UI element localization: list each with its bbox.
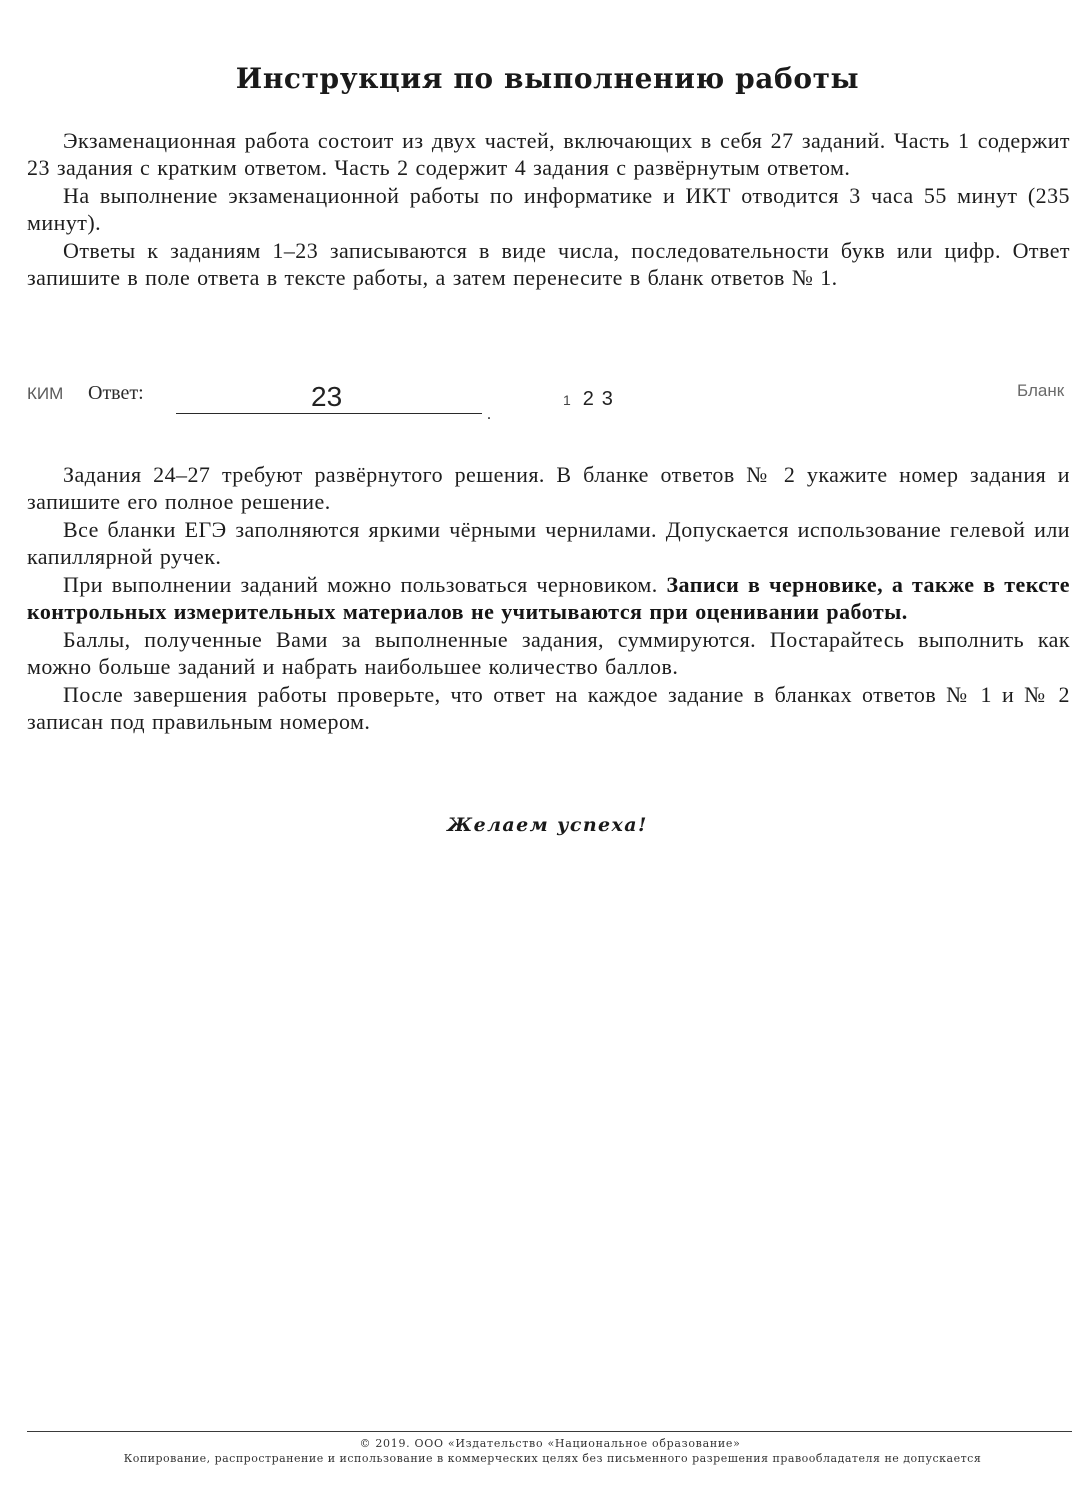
answer-dot: .	[487, 406, 491, 423]
footer-notice: Копирование, распространение и использование в коммерческих целях без письменного разрешения правообладателя не допускается	[123, 1452, 982, 1465]
intro-paragraph-structure: Экзаменационная работа состоит из двух частей, включающих в себя 27 заданий. Часть 1 содержит 23 задания с кратким ответом. Часть 2 содержит 4 задания с развёрнутым ответом.	[27, 128, 1070, 180]
kim-label: КИМ	[27, 384, 64, 403]
answer-label: Ответ:	[88, 382, 144, 404]
footer-divider	[27, 1431, 1072, 1432]
intro-section	[27, 128, 1070, 293]
draft-warning: Записи в черновике, а также в тексте контрольных измерительных материалов не учитываются при оценивании работы.	[27, 572, 1070, 624]
intro-paragraph-time: На выполнение экзаменационной работы по информатике и ИКТ отводится 3 часа 55 минут (235 минут).	[27, 183, 1070, 235]
details-paragraph-scoring: Баллы, полученные Вами за выполненные задания, суммируются. Постарайтесь выполнить как можно больше заданий и набрать наибольшее количество баллов.	[27, 627, 1070, 679]
details-section	[27, 462, 1070, 737]
page-title: Инструкция по выполнению работы	[235, 62, 860, 95]
details-paragraph-draft	[27, 572, 1070, 625]
draft-text: При выполнении заданий можно пользоваться черновиком.	[63, 572, 667, 597]
cell-char: 3	[601, 388, 613, 410]
cell-char: 2	[582, 388, 594, 410]
answer-sample	[0, 370, 1087, 430]
good-luck-text: Желаем успеха!	[447, 814, 648, 836]
blank-label: Бланк	[1017, 381, 1065, 400]
details-paragraph-part2: Задания 24–27 требуют развёрнутого решения. В бланке ответов № 2 укажите номер задания и запишите его полное решение.	[27, 462, 1070, 514]
answer-line	[176, 413, 482, 414]
cell-index: 1	[563, 392, 571, 408]
footer-copyright: © 2019. ООО «Издательство «Национальное образование»	[359, 1437, 741, 1450]
details-paragraph-ink: Все бланки ЕГЭ заполняются яркими чёрными чернилами. Допускается использование гелевой или капиллярной ручек.	[27, 517, 1070, 569]
details-paragraph-check: После завершения работы проверьте, что ответ на каждое задание в бланках ответов № 1 и № 2 записан под правильным номером.	[27, 682, 1070, 734]
answer-value: 23	[311, 381, 343, 412]
intro-paragraph-answers: Ответы к заданиям 1–23 записываются в виде числа, последовательности букв или цифр. Ответ запишите в поле ответа в тексте работы, а затем перенесите в бланк ответов № 1.	[27, 238, 1070, 290]
answer-sheet-cells	[563, 388, 617, 411]
